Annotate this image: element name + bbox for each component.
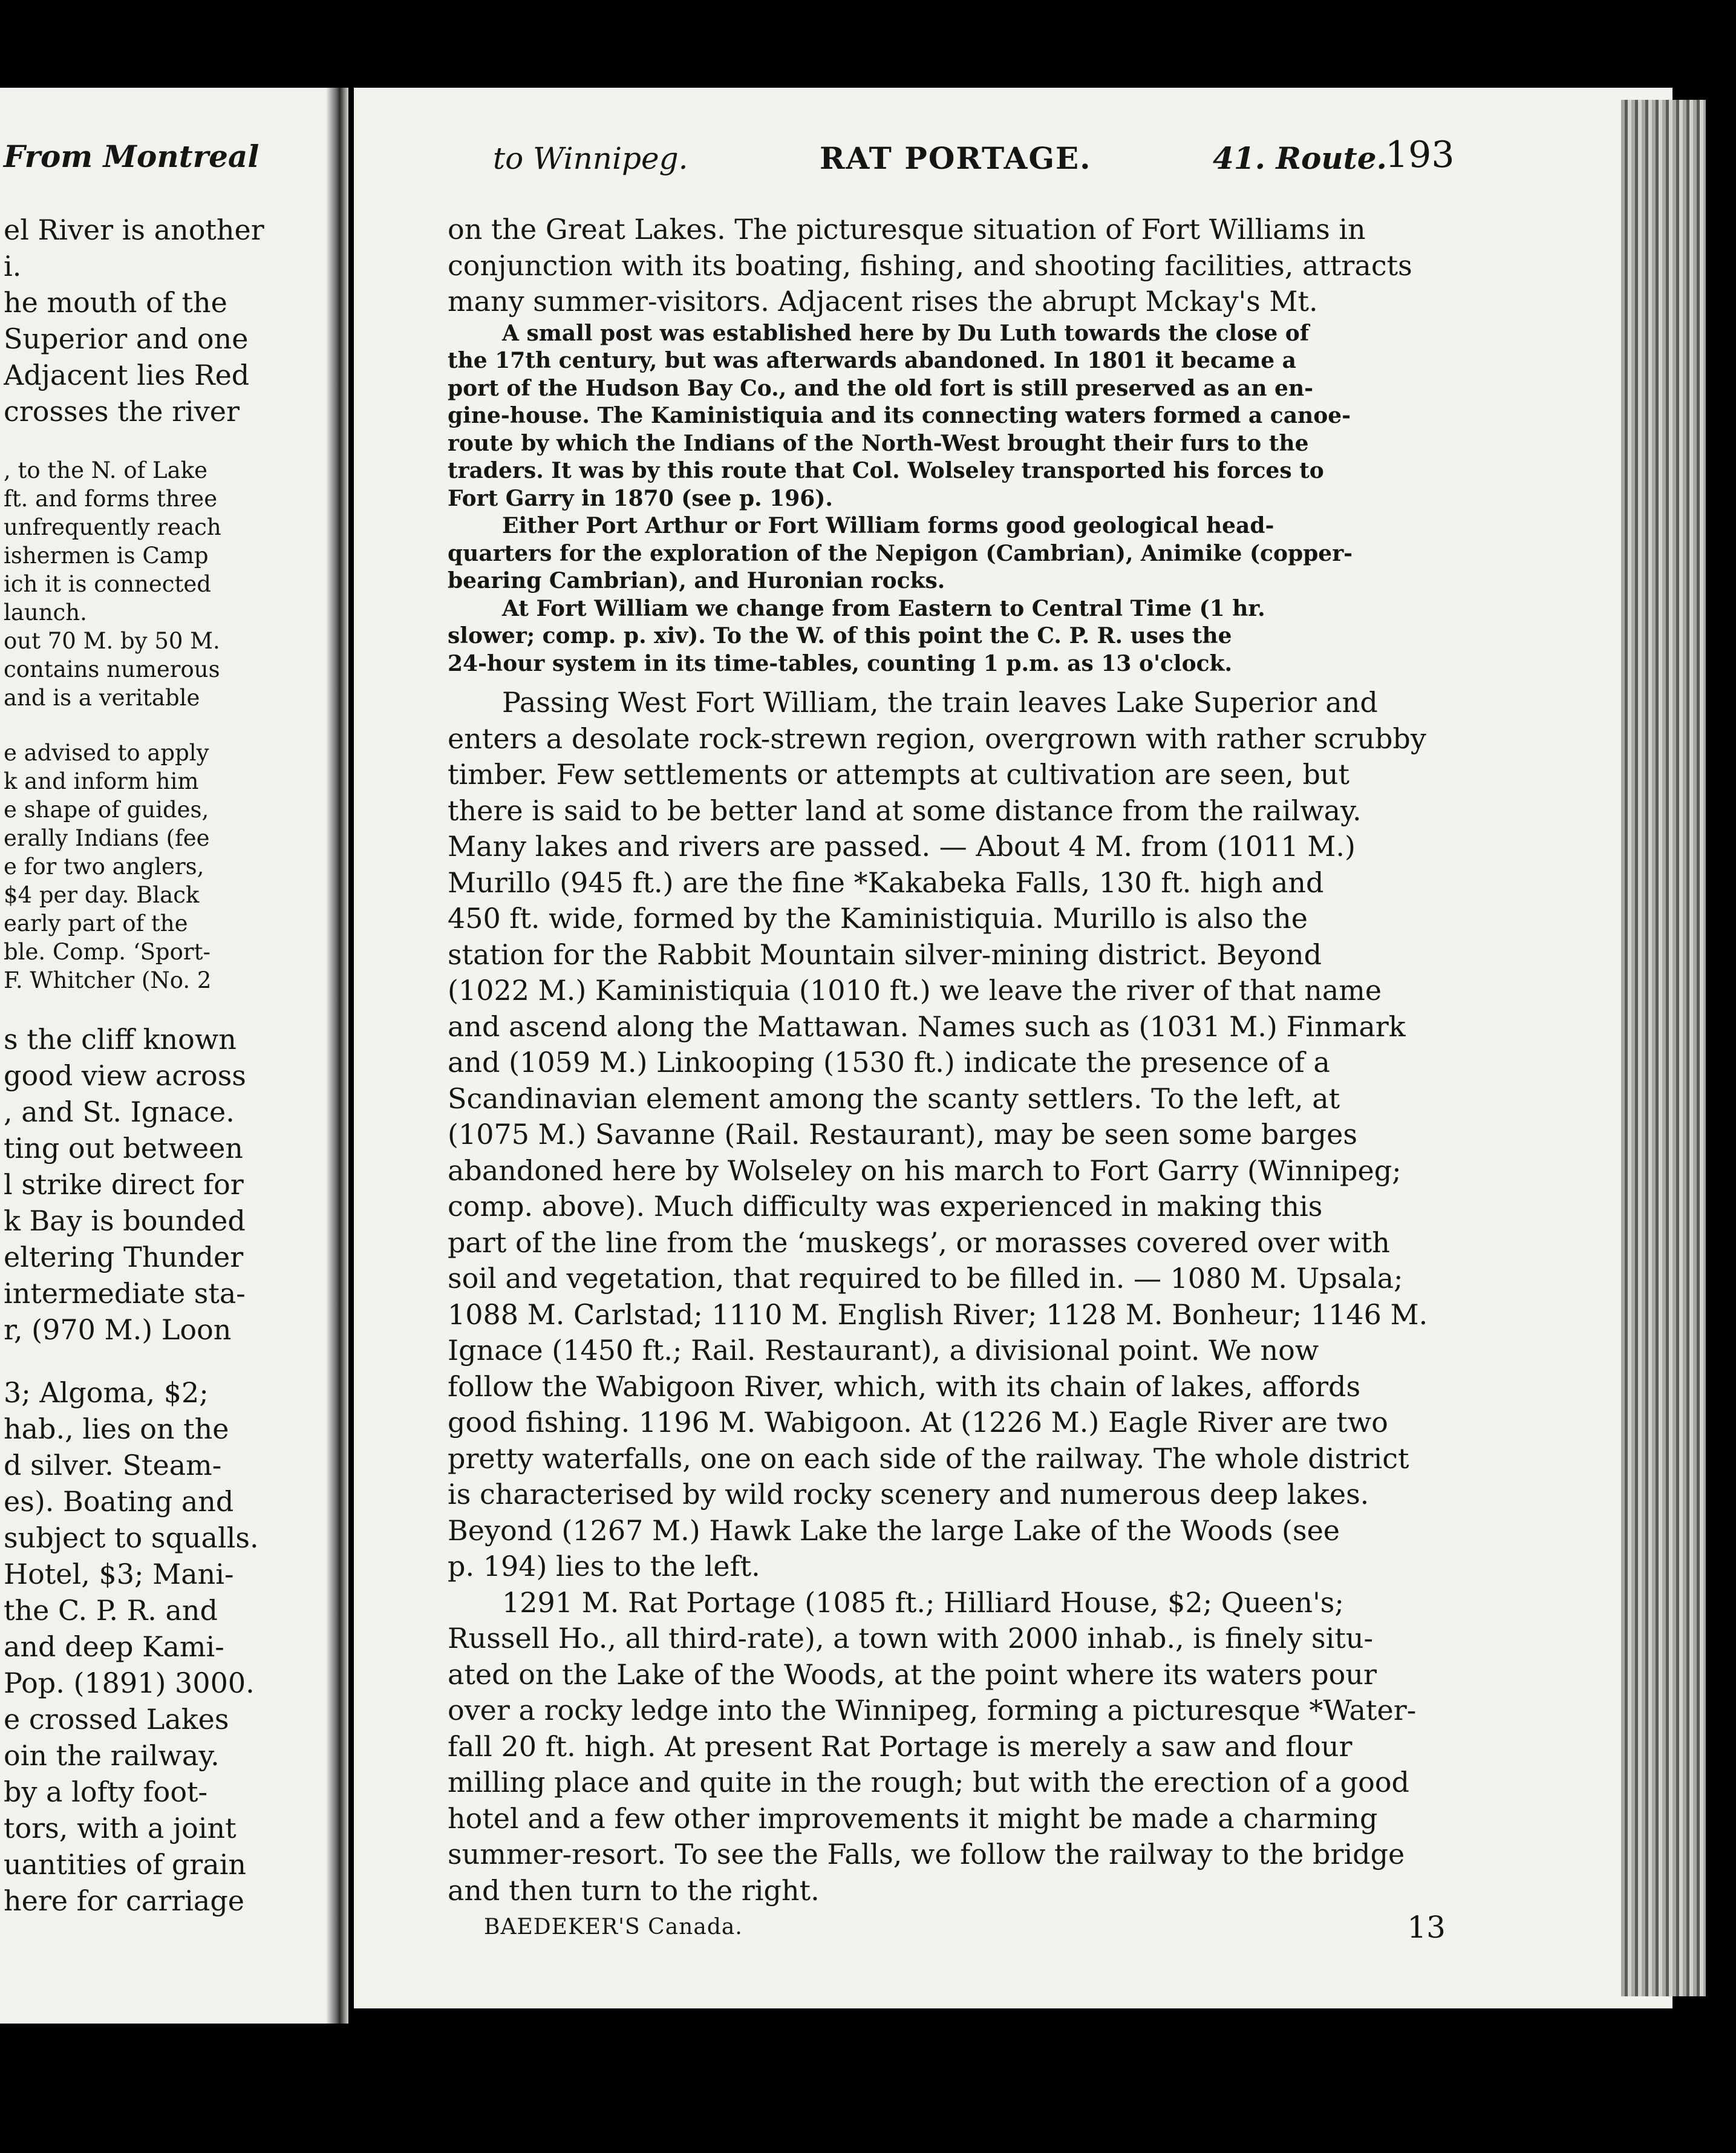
text-line: tors, with a joint (4, 1812, 237, 1844)
text-line: comp. above). Much difficulty was experienced in making this (448, 1190, 1323, 1223)
text-line: quarters for the exploration of the Nepigon (Cambrian), Animike (copper- (448, 540, 1353, 566)
text-line: Fort Garry in 1870 (see p. 196). (448, 485, 833, 511)
text-line: Hotel, $3; Mani- (4, 1558, 234, 1590)
text-line: Passing West Fort William, the train leaves Lake Superior and (502, 686, 1378, 719)
text-line: many summer-visitors. Adjacent rises the abrupt Mckay's Mt. (448, 285, 1318, 318)
text-line: erally Indians (fee (4, 825, 210, 851)
text-line: , to the N. of Lake (4, 457, 207, 483)
text-line: conjunction with its boating, fishing, and shooting facilities, attracts (448, 249, 1412, 282)
text-line: F. Whitcher (No. 2 (4, 967, 212, 993)
text-line: 3; Algoma, $2; (4, 1376, 209, 1409)
text-line: el River is another (4, 214, 264, 246)
text-line: eltering Thunder (4, 1241, 244, 1273)
text-line: unfrequently reach (4, 514, 221, 540)
text-line: k and inform him (4, 768, 199, 794)
right-page (354, 88, 1672, 2008)
text-line: ich it is connected (4, 571, 211, 597)
text-line: by a lofty foot- (4, 1776, 208, 1808)
text-line: is characterised by wild rocky scenery and numerous deep lakes. (448, 1478, 1369, 1511)
left-page-text (4, 212, 333, 1919)
text-line: i. (4, 250, 22, 283)
text-line: r, (970 M.) Loon (4, 1313, 232, 1346)
text-line: port of the Hudson Bay Co., and the old fort is still preserved as an en- (448, 375, 1314, 401)
text-line: , and St. Ignace. (4, 1096, 235, 1128)
text-line: gine-house. The Kaministiquia and its connecting waters formed a canoe- (448, 403, 1351, 428)
text-line: there is said to be better land at some distance from the railway. (448, 794, 1362, 827)
text-line: Adjacent lies Red (4, 359, 250, 391)
text-line: 450 ft. wide, formed by the Kaministiquia. Murillo is also the (448, 902, 1308, 935)
text-line: follow the Wabigoon River, which, with its chain of lakes, affords (448, 1370, 1361, 1403)
text-line: contains numerous (4, 656, 220, 682)
running-header-title: RAT PORTAGE. (820, 140, 1092, 176)
page-number: 193 (1385, 134, 1455, 176)
text-line: Superior and one (4, 322, 249, 355)
text-line: soil and vegetation, that required to be filled in. — 1080 M. Upsala; (448, 1262, 1403, 1295)
text-line: p. 194) lies to the left. (448, 1550, 760, 1583)
text-line: (1075 M.) Savanne (Rail. Restaurant), may be seen some barges (448, 1118, 1357, 1151)
left-running-header: From Montreal (4, 139, 259, 174)
text-line: pretty waterfalls, one on each side of the railway. The whole district (448, 1442, 1409, 1475)
text-line: route by which the Indians of the North-West brought their furs to the (448, 430, 1309, 456)
text-line: abandoned here by Wolseley on his march to Fort Garry (Winnipeg; (448, 1154, 1402, 1187)
text-line: early part of the (4, 910, 188, 936)
text-line: e crossed Lakes (4, 1703, 229, 1736)
text-line: A small post was established here by Du Luth towards the close of (502, 320, 1310, 346)
text-line: good fishing. 1196 M. Wabigoon. At (1226 M.) Eagle River are two (448, 1406, 1388, 1439)
text-line: (1022 M.) Kaministiquia (1010 ft.) we leave the river of that name (448, 974, 1382, 1007)
page-footer (448, 1910, 1494, 1951)
text-line: out 70 M. by 50 M. (4, 628, 220, 654)
running-header-left: to Winnipeg. (493, 141, 688, 176)
text-line: good view across (4, 1059, 246, 1092)
text-line: the 17th century, but was afterwards abandoned. In 1801 it became a (448, 348, 1296, 373)
text-line: Either Port Arthur or Fort William forms good geological head- (502, 513, 1274, 538)
text-line: crosses the river (4, 395, 240, 428)
paragraph-gap (4, 430, 333, 456)
text-line: subject to squalls. (4, 1521, 259, 1554)
text-line: 1088 M. Carlstad; 1110 M. English River; 1128 M. Bonheur; 1146 M. (448, 1298, 1428, 1331)
text-line: Scandinavian element among the scanty settlers. To the left, at (448, 1082, 1340, 1115)
text-line: he mouth of the (4, 286, 227, 319)
text-line: and then turn to the right. (448, 1874, 820, 1907)
text-line: bearing Cambrian), and Huronian rocks. (448, 568, 945, 593)
text-line: and (1059 M.) Linkooping (1530 ft.) indicate the presence of a (448, 1046, 1330, 1079)
text-line: intermediate sta- (4, 1277, 246, 1310)
text-line: Pop. (1891) 3000. (4, 1667, 255, 1699)
text-line: e shape of guides, (4, 797, 209, 823)
text-line: e advised to apply (4, 740, 209, 766)
text-line: fall 20 ft. high. At present Rat Portage is merely a saw and flour (448, 1730, 1353, 1763)
text-line: timber. Few settlements or attempts at cultivation are seen, but (448, 758, 1350, 791)
text-line: 24-hour system in its time-tables, counting 1 p.m. as 13 o'clock. (448, 650, 1232, 676)
text-line: and is a veritable (4, 685, 200, 711)
text-line: $4 per day. Black (4, 882, 200, 908)
text-line: hotel and a few other improvements it might be made a charming (448, 1802, 1378, 1835)
route-label: 41. Route. (1213, 140, 1387, 176)
text-line: ting out between (4, 1132, 243, 1165)
text-line: summer-resort. To see the Falls, we follow the railway to the bridge (448, 1838, 1405, 1870)
text-line: station for the Rabbit Mountain silver-mining district. Beyond (448, 938, 1322, 971)
signature-mark: 13 (1407, 1910, 1446, 1945)
text-line: traders. It was by this route that Col. Wolseley transported his forces to (448, 458, 1324, 483)
text-line: oin the railway. (4, 1739, 220, 1772)
text-line: here for carriage (4, 1884, 244, 1917)
text-line: slower; comp. p. xiv). To the W. of this point the C. P. R. uses the (448, 623, 1232, 649)
text-line: and ascend along the Mattawan. Names such as (1031 M.) Finmark (448, 1010, 1406, 1043)
footer-imprint: BAEDEKER'S Canada. (484, 1915, 743, 1939)
book-gutter (327, 88, 348, 2024)
text-line: over a rocky ledge into the Winnipeg, forming a picturesque *Water- (448, 1694, 1417, 1727)
right-page-text (448, 212, 1494, 1909)
text-line: hab., lies on the (4, 1413, 229, 1445)
text-line: At Fort William we change from Eastern to Central Time (1 hr. (502, 595, 1265, 621)
text-line: the C. P. R. and (4, 1594, 218, 1627)
text-line: uantities of grain (4, 1848, 247, 1881)
text-line: and deep Kami- (4, 1630, 224, 1663)
text-line: es). Boating and (4, 1485, 234, 1518)
text-line: s the cliff known (4, 1023, 237, 1056)
text-line: part of the line from the ‘muskegs’, or morasses covered over with (448, 1226, 1390, 1259)
text-line: l strike direct for (4, 1168, 244, 1201)
text-line: d silver. Steam- (4, 1449, 222, 1482)
text-line: Many lakes and rivers are passed. — About 4 M. from (1011 M.) (448, 830, 1356, 863)
left-page (0, 88, 336, 2024)
paragraph-gap (4, 1348, 333, 1374)
paragraph-gap (4, 712, 333, 739)
text-line: enters a desolate rock-strewn region, overgrown with rather scrubby (448, 722, 1426, 755)
paragraph-gap (448, 678, 1494, 685)
text-line: on the Great Lakes. The picturesque situation of Fort Williams in (448, 213, 1366, 246)
text-line: k Bay is bounded (4, 1204, 246, 1237)
text-line: ble. Comp. ‘Sport- (4, 939, 210, 965)
text-line: Murillo (945 ft.) are the fine *Kakabeka Falls, 130 ft. high and (448, 866, 1324, 899)
text-line: Beyond (1267 M.) Hawk Lake the large Lake of the Woods (see (448, 1514, 1340, 1547)
text-line: milling place and quite in the rough; but with the erection of a good (448, 1766, 1409, 1799)
text-line: ft. and forms three (4, 486, 218, 512)
text-line: Russell Ho., all third-rate), a town with 2000 inhab., is finely situ- (448, 1622, 1374, 1655)
text-line: launch. (4, 600, 87, 626)
paragraph-gap (4, 995, 333, 1021)
page-edges (1621, 100, 1706, 1996)
text-line: ishermen is Camp (4, 543, 209, 569)
text-line: 1291 M. Rat Portage (1085 ft.; Hilliard House, $2; Queen's; (502, 1586, 1344, 1619)
text-line: Ignace (1450 ft.; Rail. Restaurant), a divisional point. We now (448, 1334, 1319, 1367)
text-line: e for two anglers, (4, 854, 204, 880)
text-line: ated on the Lake of the Woods, at the point where its waters pour (448, 1658, 1377, 1691)
